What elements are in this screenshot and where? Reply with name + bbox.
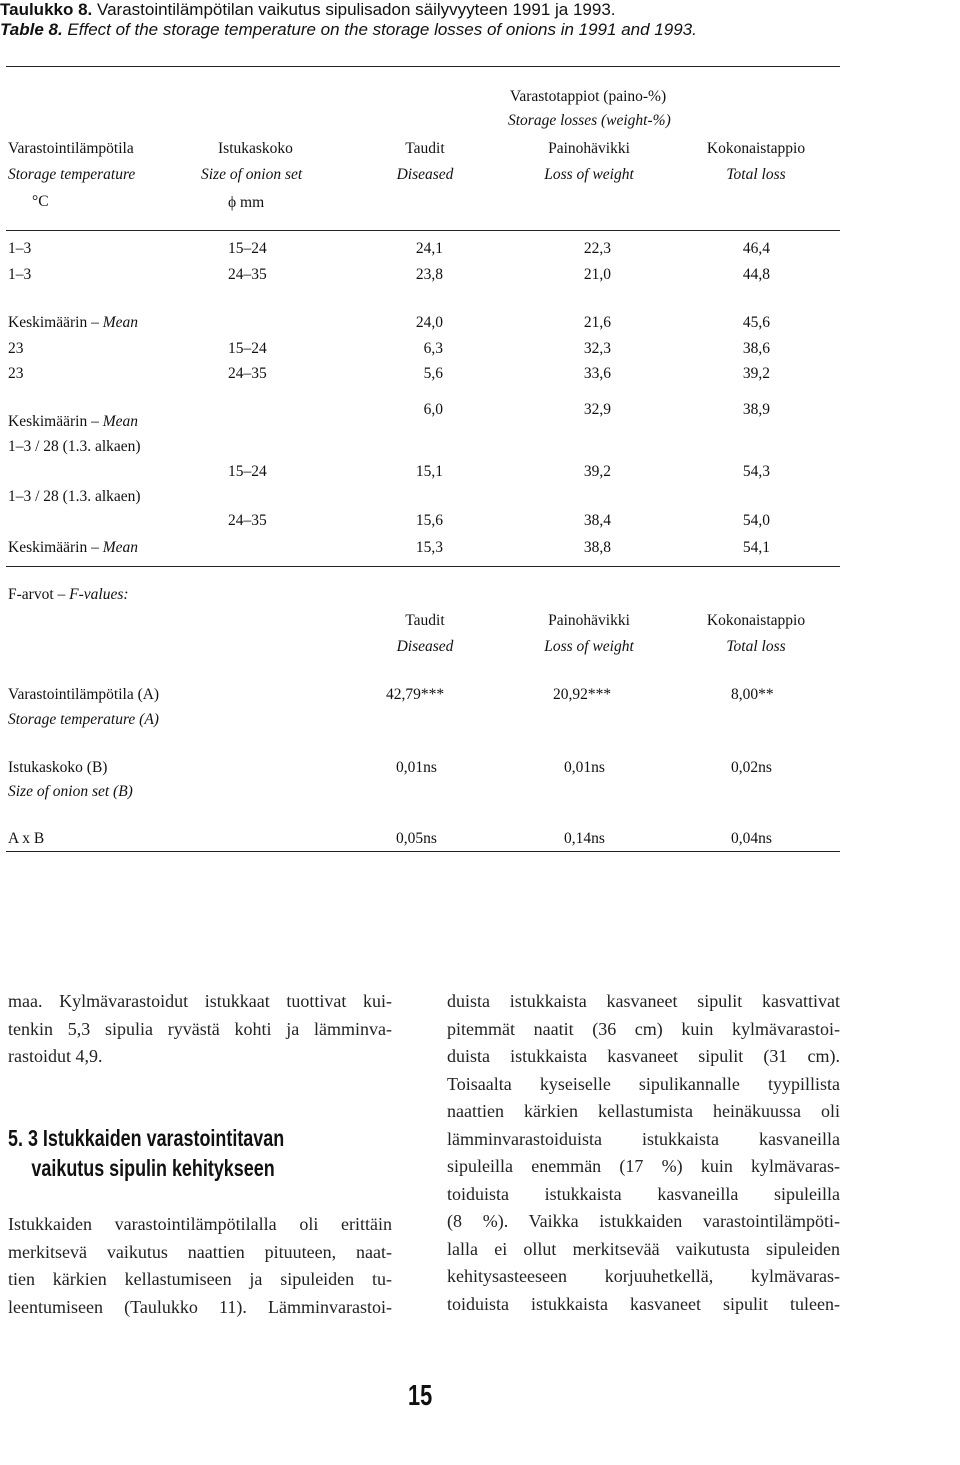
row-loss: 38,4: [583, 512, 611, 529]
row-total: 54,0: [742, 512, 770, 529]
left-paragraph-2: Istukkaiden varastointilämpötilalla oli erittäin merkitsevä vaikutus naattien pituuteen, naat- tien kärkien kellastumiseen ja sipuleiden tu- leentumiseen (Taulukko 11). Lämminvarastoi-: [8, 1214, 392, 1317]
row-total: 38,9: [742, 401, 770, 418]
header-size-unit: ϕ mm: [228, 194, 265, 211]
header-temp-en: Storage temperature: [8, 166, 136, 183]
table-top-rule: [6, 66, 840, 67]
table-caption-en: [0, 20, 697, 40]
row-loss: 32,9: [583, 401, 611, 418]
caption-en-label: Table 8.: [0, 20, 63, 39]
row-size: 24–35: [228, 266, 267, 283]
section-heading: 5. 3 Istukkaiden varastointitavan vaikutus sipulin kehitykseen: [8, 1125, 285, 1181]
row-loss: 22,3: [583, 240, 611, 257]
row-total: 38,6: [742, 340, 770, 357]
fvalues-header-diseased-fi: Taudit: [405, 612, 445, 629]
fvalue-total: 8,00**: [731, 686, 774, 703]
header-size-fi: Istukaskoko: [218, 140, 293, 157]
data-bottom-rule: [6, 566, 840, 567]
caption-fi-text: Varastointilämpötilan vaikutus sipulisadon säilyvyyteen 1991 ja 1993.: [97, 0, 616, 19]
fvalue-diseased: 0,05ns: [396, 830, 437, 847]
row-diseased: 6,3: [423, 340, 443, 357]
fvalues-title: F-arvot – F-values:: [8, 586, 129, 603]
caption-fi-label: Taulukko 8.: [0, 0, 93, 19]
row-loss: 32,3: [583, 340, 611, 357]
fvalue-diseased: 0,01ns: [396, 759, 437, 776]
row-diseased: 5,6: [423, 365, 443, 382]
row-diseased: 15,1: [415, 463, 443, 480]
row-diseased: 15,6: [415, 512, 443, 529]
row-size: 15–24: [228, 340, 267, 357]
row-temp: 1–3 / 28 (1.3. alkaen): [8, 438, 141, 455]
row-diseased: 24,0: [415, 314, 443, 331]
row-total: 54,3: [742, 463, 770, 480]
fvalues-header-diseased-en: Diseased: [396, 638, 454, 655]
row-temp: 1–3: [8, 240, 32, 257]
fvalue-total: 0,02ns: [731, 759, 772, 776]
row-loss: 21,0: [583, 266, 611, 283]
row-diseased: 24,1: [415, 240, 443, 257]
row-diseased: 15,3: [415, 539, 443, 556]
row-temp: 23: [8, 340, 24, 357]
header-rule: [6, 230, 840, 231]
header-diseased-en: Diseased: [396, 166, 454, 183]
header-temp-fi: Varastointilämpötila: [8, 140, 134, 157]
row-mean-label: Keskimäärin – Mean: [8, 539, 138, 556]
row-loss: 21,6: [583, 314, 611, 331]
row-size: 15–24: [228, 240, 267, 257]
row-mean-label: Keskimäärin – Mean: [8, 413, 138, 430]
left-paragraph-1: maa. Kylmävarastoidut istukkaat tuottivat kui- tenkin 5,3 sipulia ryvästä kohti ja lämminva- rastoidut 4,9.: [8, 991, 392, 1066]
row-temp: 1–3 / 28 (1.3. alkaen): [8, 488, 141, 505]
header-total-en: Total loss: [726, 166, 786, 183]
header-temp-unit: °C: [32, 193, 49, 210]
fvalue-label-en: Storage temperature (A): [8, 711, 159, 728]
row-total: 46,4: [742, 240, 770, 257]
fvalue-diseased: 42,79***: [386, 686, 445, 703]
row-size: 24–35: [228, 512, 267, 529]
header-size-en: Size of onion set: [201, 166, 303, 183]
header-group-fi: Varastotappiot (paino-%): [509, 88, 667, 105]
right-paragraph: duista istukkaista kasvaneet sipulit kasvattivat pitemmät naatit (36 cm) kuin kylmävarastoi- duista istukkaista kasvaneet sipulit (31 cm). Toisaalta kyseiselle sipulikannalle tyypillista naattien kärkien kellastumista heinäkuussa oli lämminvarastoiduista istukkaista kasvaneilla sipuleilla enemmän (17 %) kuin kylmävaras- toiduista istukkaista kasvaneilla sipuleilla (8 %). Vaikka istukkaiden varastointilämpöti- lalla ei ollut merkitsevää vaikutusta sipuleiden kehitysasteeseen korjuuhetkellä, kylmävaras- toiduista istukkaista kasvaneet sipulit tuleen-: [447, 991, 840, 1314]
header-loss-fi: Painohävikki: [548, 140, 630, 157]
page-number: 15: [408, 1380, 433, 1412]
fvalue-loss: 0,14ns: [564, 830, 605, 847]
row-loss: 39,2: [583, 463, 611, 480]
caption-en-text: Effect of the storage temperature on the storage losses of onions in 1991 and 1993.: [67, 20, 697, 39]
fvalues-header-loss-fi: Painohävikki: [548, 612, 630, 629]
header-group-en: Storage losses (weight-%): [508, 112, 671, 129]
header-loss-en: Loss of weight: [544, 166, 634, 183]
row-total: 44,8: [742, 266, 770, 283]
fvalue-total: 0,04ns: [731, 830, 772, 847]
row-mean-label: Keskimäärin – Mean: [8, 314, 138, 331]
row-total: 45,6: [742, 314, 770, 331]
row-loss: 38,8: [583, 539, 611, 556]
fvalues-header-total-fi: Kokonaistappio: [706, 612, 806, 629]
fvalue-loss: 0,01ns: [564, 759, 605, 776]
table-bottom-rule: [6, 851, 840, 852]
row-diseased: 23,8: [415, 266, 443, 283]
fvalues-header-total-en: Total loss: [726, 638, 786, 655]
header-diseased-fi: Taudit: [405, 140, 445, 157]
row-size: 24–35: [228, 365, 267, 382]
row-total: 54,1: [742, 539, 770, 556]
row-loss: 33,6: [583, 365, 611, 382]
row-temp: 1–3: [8, 266, 32, 283]
fvalue-label-fi: Varastointilämpötila (A): [8, 686, 160, 703]
fvalue-label-en: Size of onion set (B): [8, 783, 133, 800]
table-caption-fi: [0, 0, 616, 20]
header-total-fi: Kokonaistappio: [706, 140, 806, 157]
row-size: 15–24: [228, 463, 267, 480]
row-temp: 23: [8, 365, 24, 382]
row-diseased: 6,0: [423, 401, 443, 418]
fvalue-loss: 20,92***: [553, 686, 612, 703]
fvalue-label-fi: A x B: [8, 830, 45, 847]
row-total: 39,2: [742, 365, 770, 382]
fvalues-header-loss-en: Loss of weight: [544, 638, 634, 655]
fvalue-label-fi: Istukaskoko (B): [8, 759, 108, 776]
